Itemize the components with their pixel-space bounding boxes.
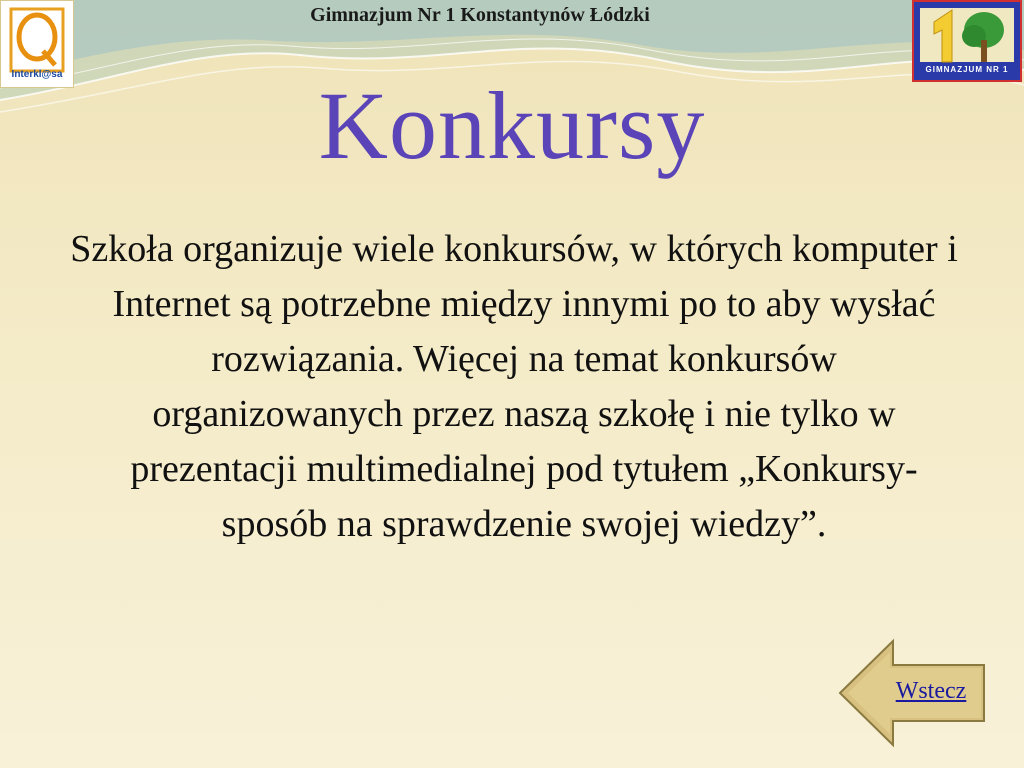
school-name-header: Gimnazjum Nr 1 Konstantynów Łódzki: [310, 4, 650, 26]
back-link[interactable]: Wstecz: [895, 678, 967, 704]
slide-title: Konkursy: [318, 72, 706, 179]
slide-body-text: Szkoła organizuje wiele konkursów, w których komputer i Internet są potrzebne między innymi po to aby wysłać rozwiązania. Więcej na temat konkursów organizowanych przez naszą szkołę i nie tylko w prezentacji multimedialnej pod tytułem „Konkursy- sposób na sprawdzenie swojej wiedzy”.: [70, 228, 958, 545]
gimnazjum-logo-text: GIMNAZJUM NR 1: [925, 65, 1009, 74]
back-button[interactable]: [838, 638, 988, 748]
interklasa-logo-text: Interkl@sa: [11, 69, 63, 80]
